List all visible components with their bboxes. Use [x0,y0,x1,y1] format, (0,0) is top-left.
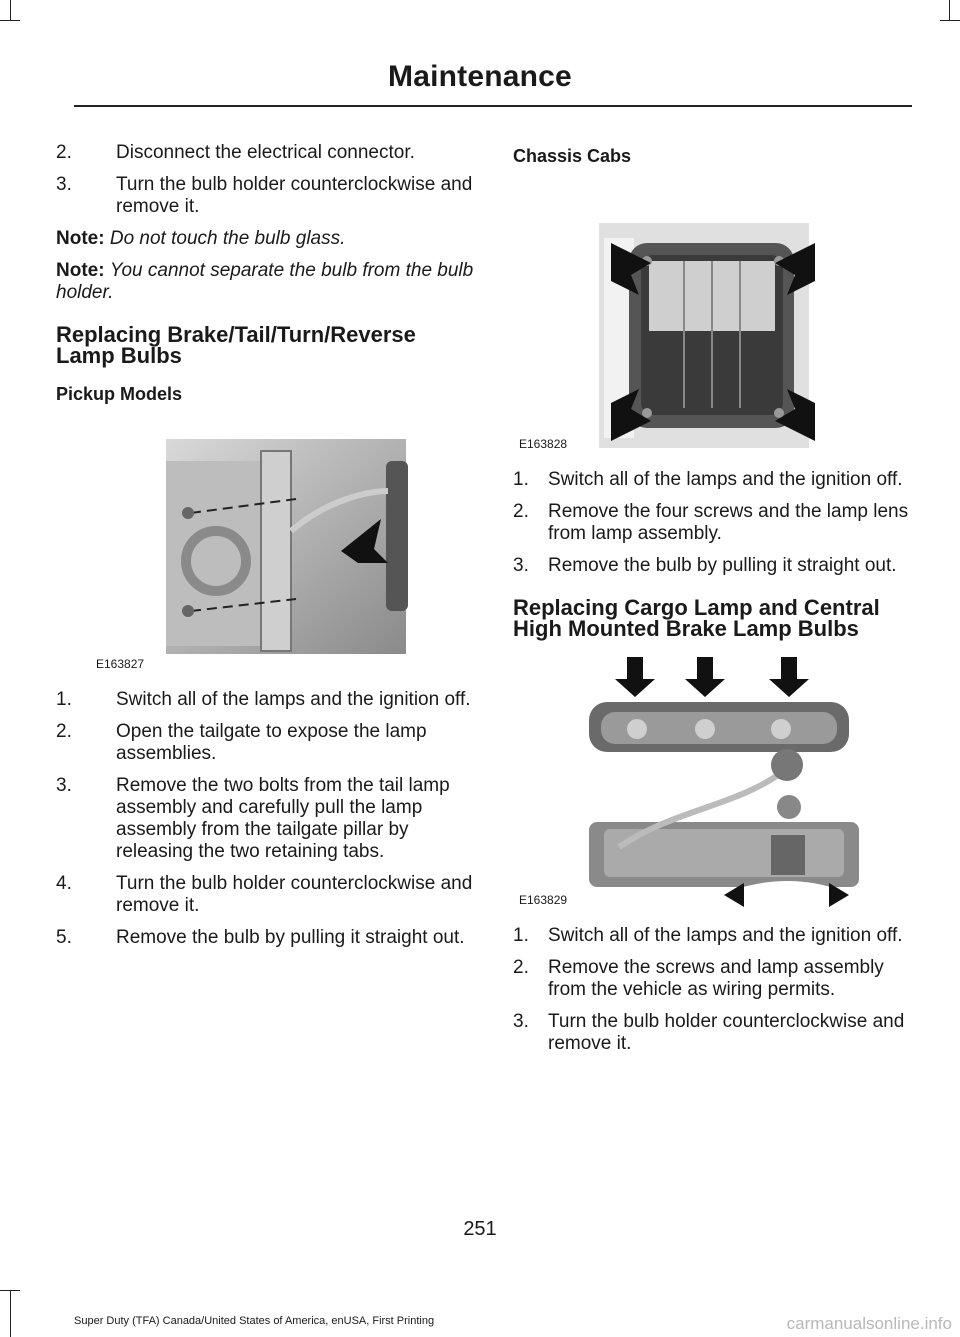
crop-mark [0,20,20,21]
watermark: carmanualsonline.info [786,1314,952,1333]
step-list [513,469,909,577]
tail-lamp-illustration [96,421,436,671]
section-heading: Replacing Cargo Lamp and Central High Mounted Brake Lamp Bulbs [513,595,880,641]
list-item: 5. Remove the bulb by pulling it straight out. [56,927,465,948]
arrow-icon [769,657,809,697]
crop-mark [10,0,11,20]
footer-text: Super Duty (TFA) Canada/United States of America, enUSA, First Printing [74,1315,435,1327]
left-column [56,142,476,959]
figure-cargo-lamp [519,657,859,907]
page-number: 251 [463,1218,497,1240]
right-column [513,142,909,1065]
figure-id: E163829 [519,893,568,907]
list-item: 2. Open the tailgate to expose the lamp assemblies. [56,721,427,764]
note: Note: Do not touch the bulb glass. [56,228,346,249]
figure-tail-lamp [96,421,436,671]
subheading: Chassis Cabs [513,146,632,166]
step-list [56,142,476,218]
crop-mark [949,0,950,20]
chassis-lamp-illustration [519,183,829,451]
list-item: 1. Switch all of the lamps and the ignition off. [513,469,903,490]
list-item: 3. Turn the bulb holder counterclockwise and remove it. [56,174,473,217]
figure-id: E163827 [96,657,145,671]
list-item: 3. Remove the bulb by pulling it straight out. [513,555,897,576]
cargo-lamp-illustration [519,657,859,907]
header-rule [74,105,912,107]
list-item: 2. Remove the four screws and the lamp lens from lamp assembly. [513,501,909,544]
section-heading: Replacing Brake/Tail/Turn/Reverse Lamp Bulbs [56,322,416,368]
arrow-icon [685,657,725,697]
list-item: 3. Remove the two bolts from the tail lamp assembly and carefully pull the lamp assembly from the tailgate pillar by releasing the two retaining tabs. [56,775,450,862]
list-item: 1. Switch all of the lamps and the ignition off. [56,689,471,710]
list-item: 2. Disconnect the electrical connector. [56,142,415,163]
list-item: 4. Turn the bulb holder counterclockwise and remove it. [56,873,473,916]
list-item: 1. Switch all of the lamps and the ignition off. [513,925,903,946]
figure-chassis-cab-lamp [519,183,829,451]
figure-id: E163828 [519,437,568,451]
note: Note: You cannot separate the bulb from the bulb holder. [56,260,474,303]
step-list [56,689,476,949]
crop-mark [940,20,960,21]
list-item: 2. Remove the screws and lamp assembly from the vehicle as wiring permits. [513,957,884,1000]
step-list [513,925,909,1055]
crop-mark [0,1290,20,1291]
subheading: Pickup Models [56,384,183,404]
page-title: Maintenance [388,60,572,93]
crop-mark [10,1290,11,1337]
arrow-icon [615,657,655,697]
list-item: 3. Turn the bulb holder counterclockwise and remove it. [513,1011,905,1054]
